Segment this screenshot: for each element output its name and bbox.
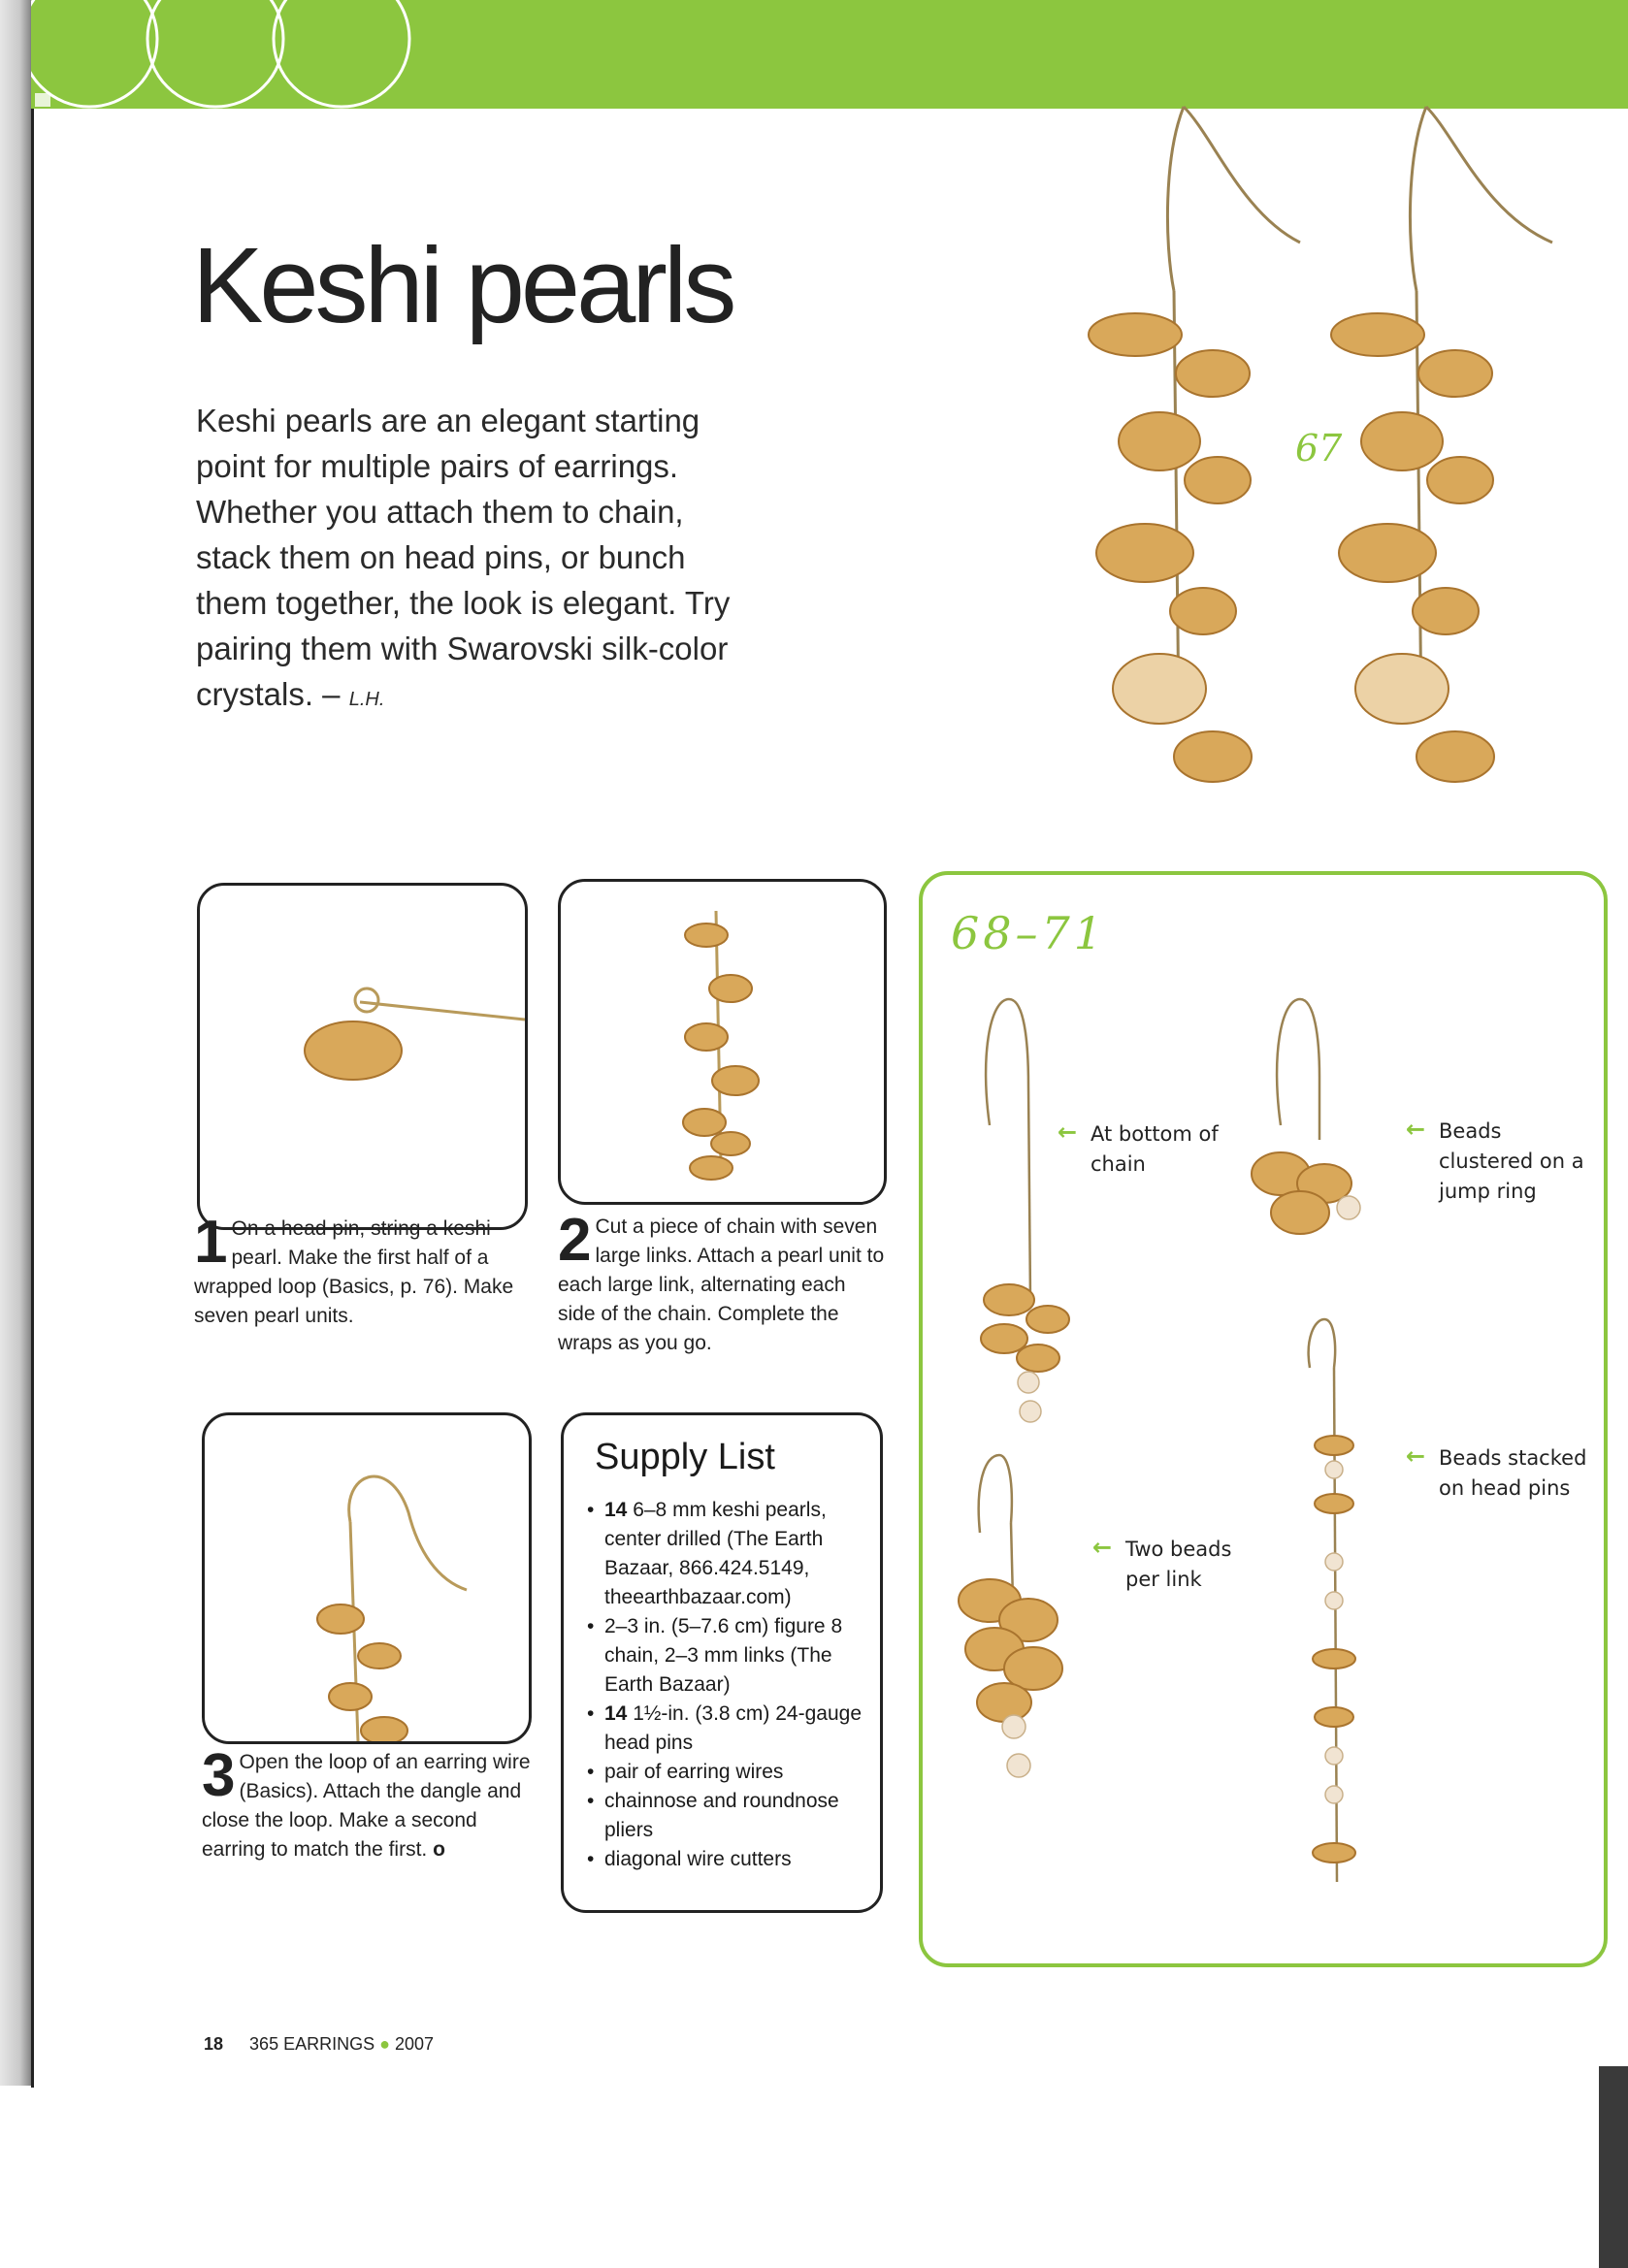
intro-paragraph bbox=[196, 398, 739, 723]
top-banner bbox=[31, 0, 1628, 109]
supply-text: 2–3 in. (5–7.6 cm) figure 8 chain, 2–3 mm links (The Earth Bazaar) bbox=[604, 1615, 843, 1696]
left-arrow-icon: ← bbox=[1092, 1534, 1113, 1561]
supply-item bbox=[585, 1758, 863, 1787]
footer-dot: ● bbox=[379, 2034, 390, 2054]
project-number-67: 67 bbox=[1295, 427, 1343, 470]
step3-photo bbox=[202, 1412, 532, 1744]
callout-text: Beads stacked on head pins bbox=[1439, 1446, 1587, 1500]
callout-stacked bbox=[1406, 1442, 1604, 1504]
step-1 bbox=[194, 1209, 543, 1331]
step-number: 2 bbox=[558, 1207, 592, 1274]
end-mark: o bbox=[433, 1838, 445, 1861]
supply-item bbox=[585, 1787, 863, 1845]
left-arrow-icon: ← bbox=[1058, 1118, 1078, 1146]
supply-item bbox=[585, 1845, 863, 1874]
step-number: 1 bbox=[194, 1209, 228, 1276]
left-arrow-icon: ← bbox=[1406, 1116, 1426, 1143]
author-initials: L.H. bbox=[348, 689, 385, 710]
supply-text: diagonal wire cutters bbox=[604, 1848, 792, 1870]
step-text: On a head pin, string a keshi pearl. Make the first half of a wrapped loop (Basics, p. 76). Make seven pearl units. bbox=[194, 1217, 514, 1327]
corner-strip bbox=[1599, 2066, 1628, 2268]
left-arrow-icon: ← bbox=[1406, 1442, 1426, 1470]
callout-clustered bbox=[1406, 1116, 1584, 1207]
callout-two-per-link bbox=[1092, 1534, 1271, 1595]
callout-bottom-of-chain bbox=[1058, 1118, 1236, 1180]
step-text: Open the loop of an earring wire (Basics). Attach the dangle and close the loop. Make a second earring to match the first. bbox=[202, 1751, 531, 1861]
binding-line bbox=[31, 109, 34, 2088]
page-title: Keshi pearls bbox=[192, 226, 733, 345]
step-text: Cut a piece of chain with seven large links. Attach a pearl unit to each large link, alternating each side of the chain. Complete the wraps as you go. bbox=[558, 1215, 885, 1354]
page-footer bbox=[204, 2034, 434, 2055]
supply-qty: 14 bbox=[604, 1499, 628, 1521]
supply-text: 6–8 mm keshi pearls, center drilled (The Earth Bazaar, 866.424.5149, theearthbazaar.com) bbox=[604, 1499, 827, 1608]
banner-circles bbox=[31, 0, 1628, 109]
supply-item bbox=[585, 1612, 863, 1700]
callout-text: Beads clustered on a jump ring bbox=[1439, 1119, 1584, 1203]
supply-item bbox=[585, 1496, 863, 1612]
publication-name: 365 EARRINGS bbox=[249, 2034, 375, 2054]
project-numbers-68-71: 68–71 bbox=[951, 907, 1107, 959]
supply-list-box bbox=[561, 1412, 883, 1913]
supply-text: pair of earring wires bbox=[604, 1761, 784, 1783]
callout-text: Two beads per link bbox=[1125, 1538, 1232, 1591]
supply-list bbox=[585, 1496, 863, 1874]
step2-photo bbox=[558, 879, 887, 1205]
binding-shadow bbox=[0, 0, 33, 2086]
step-number: 3 bbox=[202, 1742, 236, 1809]
supply-qty: 14 bbox=[604, 1702, 628, 1725]
supply-list-title: Supply List bbox=[595, 1437, 775, 1477]
supply-text: chainnose and roundnose pliers bbox=[604, 1790, 839, 1841]
callout-text: At bottom of chain bbox=[1091, 1122, 1219, 1176]
supply-item bbox=[585, 1700, 863, 1758]
step-2 bbox=[558, 1207, 888, 1358]
intro-text: Keshi pearls are an elegant starting point for multiple pairs of earrings. Whether you attach them to chain, stack them on head pins, or bunch them together, the look is elegant. Try pairing them with Swarovski silk-color crystals. – bbox=[196, 403, 731, 712]
step1-photo bbox=[197, 883, 528, 1230]
publication-year: 2007 bbox=[395, 2034, 435, 2054]
page-number: 18 bbox=[204, 2034, 224, 2054]
step-3 bbox=[202, 1742, 543, 1864]
supply-text: 1½-in. (3.8 cm) 24-gauge head pins bbox=[604, 1702, 862, 1754]
